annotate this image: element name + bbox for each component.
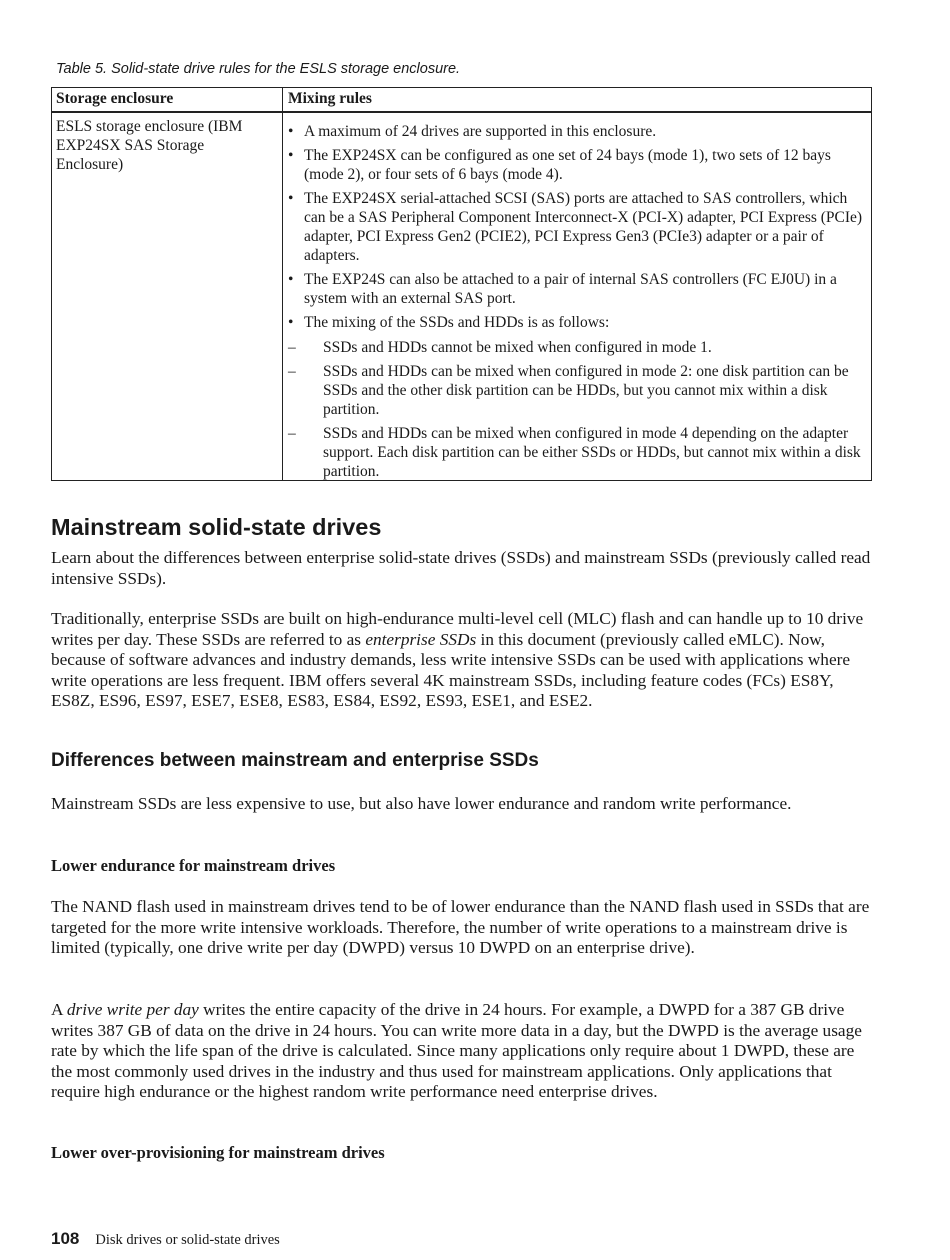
rule-item-text: The mixing of the SSDs and HDDs is as follows:	[304, 314, 610, 331]
subrule-item: – SSDs and HDDs can be mixed when configured in mode 4 depending on the adapter support. Each disk partition can be either SSDs or HDDs, but cannot mix within a disk partition.	[288, 424, 870, 481]
table-header-enclosure: Storage enclosure	[56, 90, 174, 107]
dwpd-paragraph: A drive write per day writes the entire capacity of the drive in 24 hours. For example, a DWPD for a 387 GB drive writes 387 GB of data on the drive in 24 hours. You can write more data in a day, but the DWPD is the average usage rate by which the life span of the drive is calculated. Since many applications only require about 1 DWPD, these are the most commonly used drives in the industry and thus used for mainstream applications. Only applications that require high endurance or the highest random write performance need enterprise drives.	[51, 1000, 862, 1101]
footer-text: Disk drives or solid-state drives	[95, 1232, 280, 1248]
term-enterprise-ssds: enterprise SSDs	[365, 629, 477, 649]
rule-item: • A maximum of 24 drives are supported in this enclosure.	[288, 122, 870, 141]
rule-item: • The EXP24SX can be configured as one set of 24 bays (mode 1), two sets of 12 bays (mode 2), or four sets of 6 bays (mode 4).	[288, 146, 870, 184]
ssd-rules-table	[51, 87, 872, 481]
table-header-divider	[52, 111, 871, 113]
overprovisioning-heading: Lower over-provisioning for mainstream drives	[51, 1143, 385, 1162]
rule-item-mixing	[288, 313, 870, 481]
subrule-item: – SSDs and HDDs can be mixed when configured in mode 2: one disk partition can be SSDs and the other disk partition can be HDDs, but you cannot mix within a disk partition.	[288, 362, 870, 419]
table-caption: Table 5. Solid-state drive rules for the ESLS storage enclosure.	[56, 61, 461, 77]
endurance-paragraph: The NAND flash used in mainstream drives tend to be of lower endurance than the NAND flash used in SSDs that are targeted for the more write intensive workloads. Therefore, the number of write operations to a mainstream drive is limited (typically, one drive write per day (DWPD) versus 10 DWPD on an enterprise drive).	[51, 897, 870, 957]
page-number: 108	[51, 1229, 80, 1248]
subrules-list	[288, 338, 870, 481]
subrule-item: – SSDs and HDDs cannot be mixed when configured in mode 1.	[288, 338, 870, 357]
term-drive-write-per-day: drive write per day	[66, 1000, 199, 1019]
rules-list	[288, 122, 870, 481]
rule-item: • The EXP24SX serial-attached SCSI (SAS) ports are attached to SAS controllers, which can be a SAS Peripheral Component Interconnect-X (PCI-X) adapter, PCI Express (PCIe) adapter, PCI Express Gen2 (PCIE2), PCI Express Gen3 (PCIe3) adapter or a pair of adapters.	[288, 189, 870, 265]
table-column-divider	[282, 88, 283, 480]
rule-item: • The EXP24S can also be attached to a pair of internal SAS controllers (FC EJ0U) in a system with an external SAS port.	[288, 270, 870, 308]
table-cell-rules	[288, 122, 870, 486]
endurance-heading: Lower endurance for mainstream drives	[51, 856, 336, 875]
paragraph-enterprise-ssds: Traditionally, enterprise SSDs are built on high-endurance multi-level cell (MLC) flash and can handle up to 10 drive writes per day. These SSDs are referred to as enterprise SSDs in this document (previously called eMLC). Now, because of software advances and industry demands, less write intensive SSDs can be used with applications where write operations are less frequent. IBM offers several 4K mainstream SSDs, including feature codes (FCs) ES8Y, ES8Z, ES96, ES97, ESE7, ESE8, ES83, ES84, ES92, ES93, ESE1, and ESE2.	[51, 609, 864, 710]
differences-intro: Mainstream SSDs are less expensive to use, but also have lower endurance and random write performance.	[51, 794, 792, 813]
subsection-title: Differences between mainstream and enterprise SSDs	[51, 750, 539, 771]
page-footer	[51, 1229, 280, 1249]
table-header-mixing-rules: Mixing rules	[288, 90, 372, 107]
section-intro: Learn about the differences between enterprise solid-state drives (SSDs) and mainstream SSDs (previously called read intensive SSDs).	[51, 548, 871, 588]
table-cell-enclosure: ESLS storage enclosure (IBM EXP24SX SAS Storage Enclosure)	[56, 118, 243, 173]
section-title: Mainstream solid-state drives	[51, 514, 382, 540]
